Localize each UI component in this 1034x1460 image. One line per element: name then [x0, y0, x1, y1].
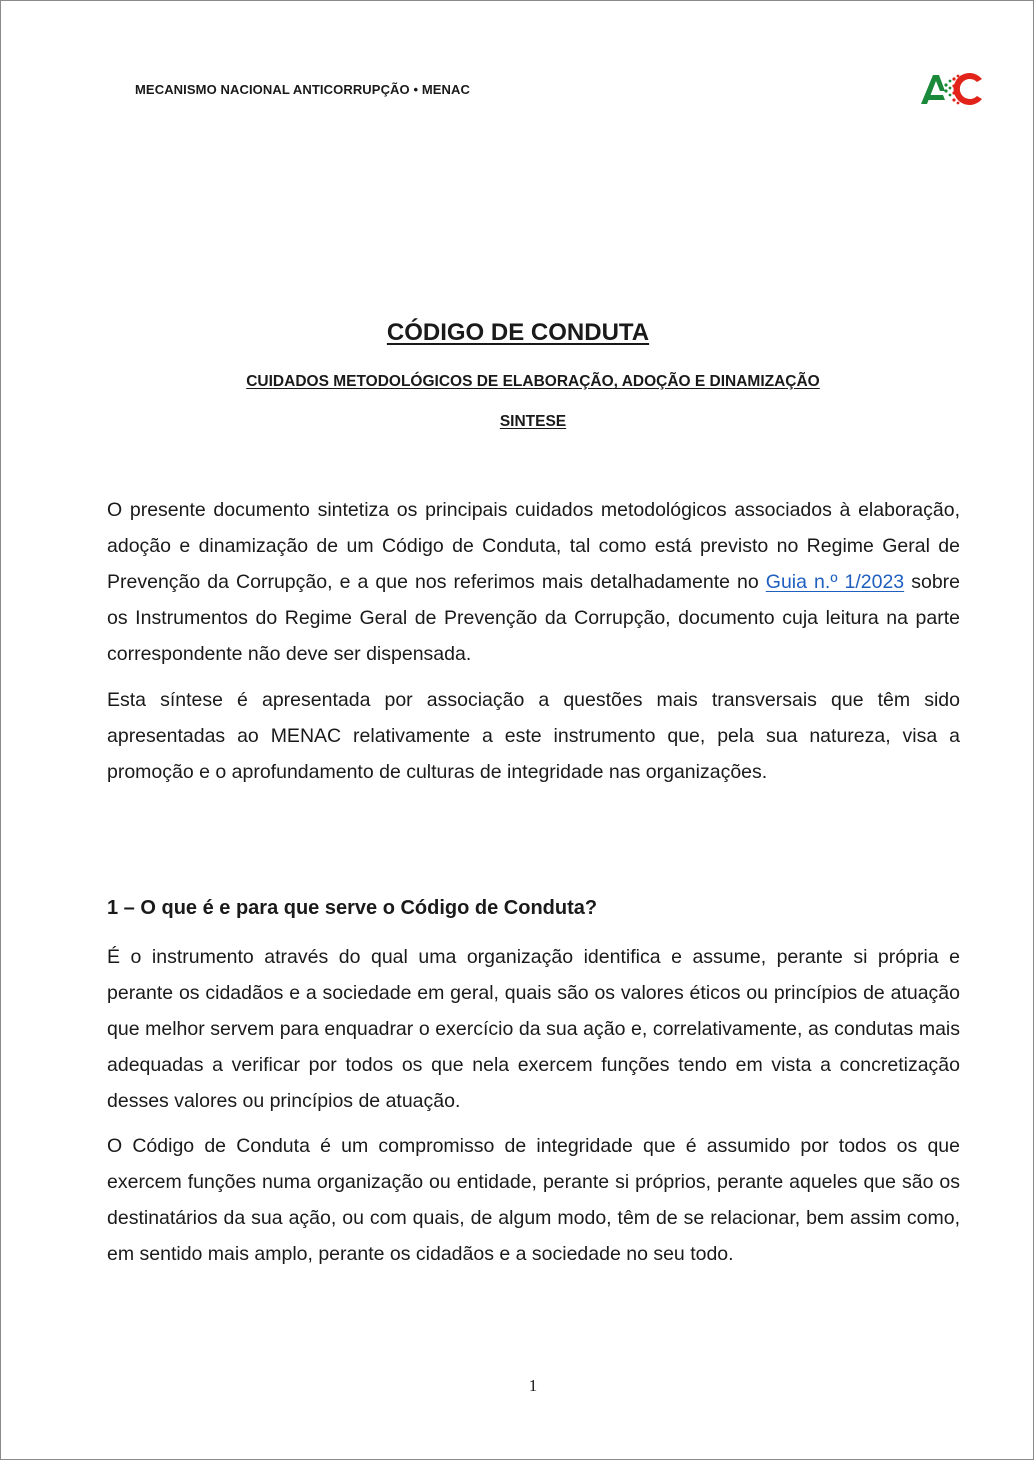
intro-paragraph-1	[107, 492, 960, 672]
document-subtitle: CUIDADOS METODOLÓGICOS DE ELABORAÇÃO, ADOÇÃO E DINAMIZAÇÃO	[246, 373, 820, 390]
document-subtitle-synthesis: SINTESE	[499, 413, 567, 430]
intro-paragraph-1-text: O presente documento sintetiza os principais cuidados metodológicos associados à elaboração, adoção e dinamização de um Código de Conduta, tal como está previsto no Regime Geral de Prevenção da Corrupção, e a que nos referimos mais detalhadamente no	[107, 499, 960, 593]
header-organization-name: MECANISMO NACIONAL ANTICORRUPÇÃO • MENAC	[135, 82, 470, 97]
section-1-paragraph-2: O Código de Conduta é um compromisso de integridade que é assumido por todos os que exercem funções numa organização ou entidade, perante si próprios, perante aqueles que são os destinatários da sua ação, ou com quais, de algum modo, têm de se relacionar, bem assim como, em sentido mais amplo, perante os cidadãos e a sociedade no seu todo.	[107, 1135, 960, 1265]
section-1-heading: 1 – O que é e para que serve o Código de Conduta?	[107, 897, 598, 919]
guia-link[interactable]: Guia n.º 1/2023	[765, 571, 905, 593]
intro-paragraph-1-text-cont: sobre os Instrumentos do Regime Geral de Prevenção da Corrupção, documento cuja leitura na parte correspondente não deve ser dispensada.	[107, 571, 961, 665]
document-title: CÓDIGO DE CONDUTA	[386, 319, 650, 346]
intro-paragraph-2: Esta síntese é apresentada por associação a questões mais transversais que têm sido apresentadas ao MENAC relativamente a este instrumento que, pela sua natureza, visa a promoção e o aprofundamento de culturas de integridade nas organizações.	[107, 689, 960, 783]
section-1-paragraph-1: É o instrumento através do qual uma organização identifica e assume, perante si própria e perante os cidadãos e a sociedade em geral, quais são os valores éticos ou princípios de atuação que melhor servem para enquadrar o exercício da sua ação e, correlativamente, as condutas mais adequadas a verificar por todos os que nela exercem funções tendo em vista a concretização desses valores ou princípios de atuação.	[107, 946, 960, 1112]
menac-logo-icon	[919, 71, 985, 107]
page-number: 1	[528, 1376, 538, 1395]
